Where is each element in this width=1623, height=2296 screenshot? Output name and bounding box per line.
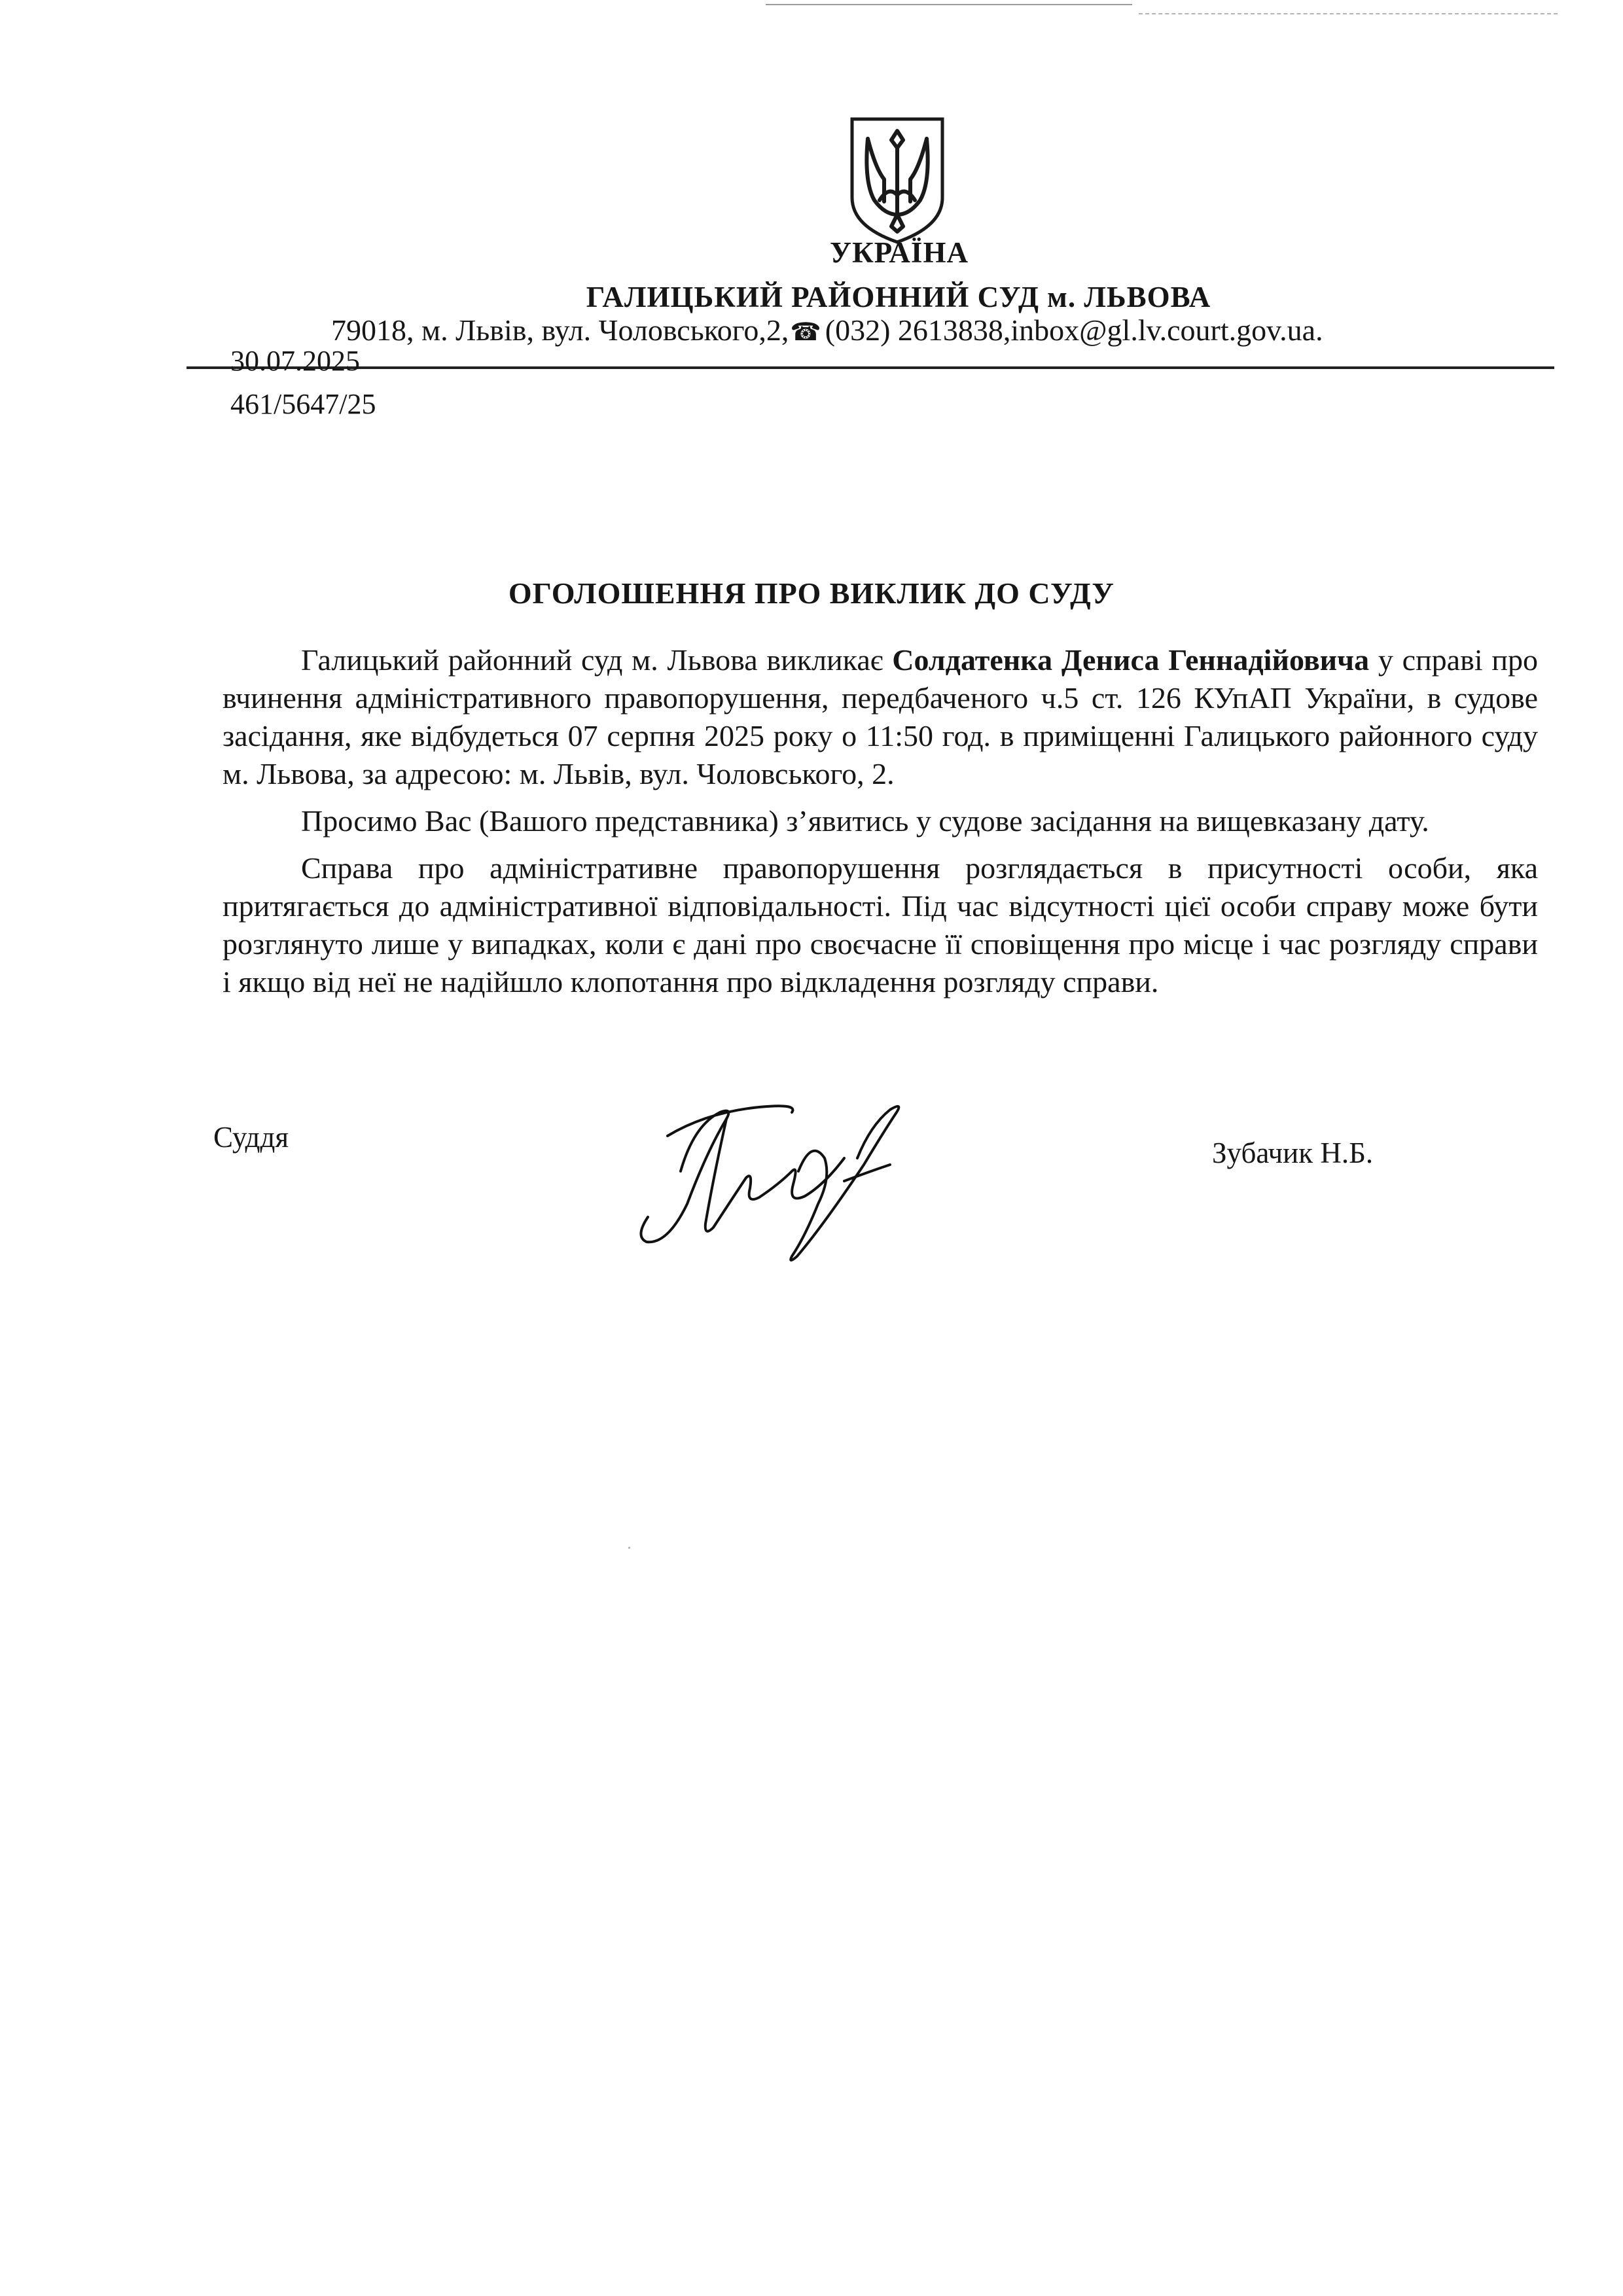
court-phone: (032) 2613838, — [825, 313, 1011, 347]
paragraph-text: Галицький районний суд м. Львова викликає — [301, 643, 893, 677]
court-email: inbox@gl.lv.court.gov.ua. — [1010, 313, 1323, 347]
header-address-line — [331, 313, 1323, 347]
scan-speck — [628, 1547, 630, 1549]
paragraph-text: у справі про вчинення адміністративного правопорушення, передбаченого ч.5 ст. 126 КУпАП України, в судове засідання, яке відбудеться 07 серпня 2025 року о 11:50 год. в приміщенні Галицького районного суду м. Львова, за адресою: м. Львів, вул. Чоловського, 2. — [223, 643, 1538, 790]
handwritten-signature-icon — [628, 1073, 942, 1269]
ukraine-trident-emblem-icon — [848, 116, 946, 245]
paragraph-summons — [223, 641, 1538, 793]
header-divider — [187, 366, 1554, 369]
summoned-person-name: Солдатенка Дениса Геннадійовича — [892, 643, 1370, 677]
court-address: 79018, м. Львів, вул. Чоловського,2, — [331, 313, 789, 347]
telephone-icon: ☎ — [790, 319, 821, 346]
scan-artifact-line — [1139, 13, 1558, 14]
header-country: УКРАЇНА — [830, 236, 969, 269]
paragraph-procedure: Справа про адміністративне правопорушення розглядається в присутності особи, яка притягається до адміністративної відповідальності. Під час відсутності цієї особи справу може бути розглянуто лише у випадках, коли є дані про своєчасне її сповіщення про місце і час розгляду справи і якщо від неї не надійшло клопотання про відкладення розгляду справи. — [223, 851, 1538, 998]
notice-body — [223, 641, 1538, 1010]
signatory-role: Суддя — [213, 1121, 289, 1154]
scan-artifact-line — [766, 4, 1132, 5]
notice-title: ОГОЛОШЕННЯ ПРО ВИКЛИК ДО СУДУ — [508, 576, 1115, 610]
document-date: 30.07.2025 — [230, 345, 360, 377]
header-court-name: ГАЛИЦЬКИЙ РАЙОННИЙ СУД м. ЛЬВОВА — [586, 281, 1211, 313]
case-number: 461/5647/25 — [230, 388, 376, 420]
paragraph-request: Просимо Вас (Вашого представника) з’явитись у судове засідання на вищевказану дату. — [301, 804, 1429, 838]
signatory-name: Зубачик Н.Б. — [1212, 1137, 1374, 1169]
